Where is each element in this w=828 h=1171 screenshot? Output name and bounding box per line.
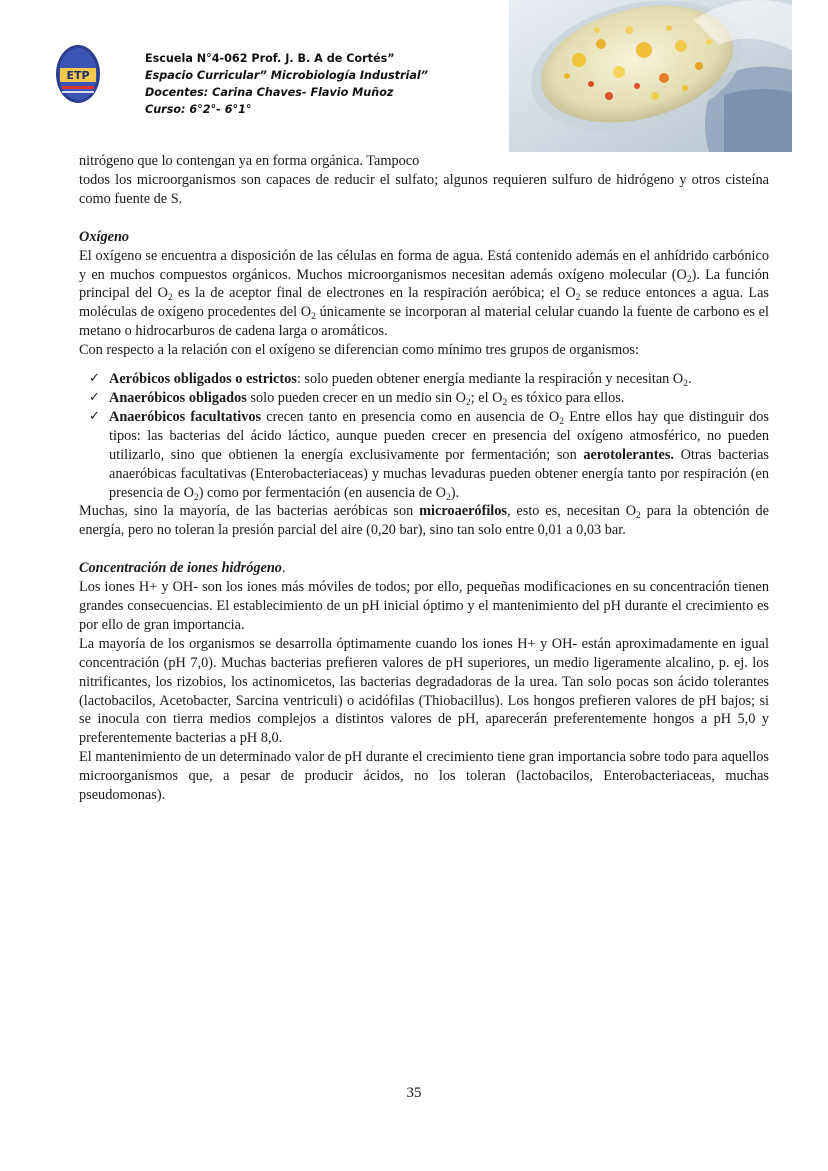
curricular-space: Espacio Curricular” Microbiología Industrial” — [145, 69, 428, 82]
intro-line-2: todos los microorganismos son capaces de reducir el sulfato; algunos requieren sulfuro de hidrógeno y otros cisteína como fuente de S. — [79, 171, 769, 207]
intro-line-1: nitrógeno que lo contengan ya en forma orgánica. Tampoco — [79, 153, 420, 169]
hydrogen-paragraph-1: Los iones H+ y OH- son los iones más móviles de todos; por ello, pequeñas modificaciones en su concentración tienen grandes consecuencias. El establecimiento de un pH inicial óptimo y el mantenimiento del pH durante el crecimiento es por ello de gran importancia. — [79, 579, 769, 633]
list-item: ✓ Anaeróbicos obligados solo pueden crecer en un medio $\sin O_2$; el $O_2$ es tóxico para ellos. — [89, 389, 625, 408]
check-icon: ✓ — [89, 408, 100, 424]
logo-text: ETP — [66, 69, 90, 82]
page-header — [0, 0, 828, 160]
petri-dish-photo — [509, 0, 792, 152]
school-logo — [55, 44, 101, 104]
school-info — [145, 50, 428, 118]
page-number: 35 — [406, 1085, 422, 1101]
teachers: Docentes: Carina Chaves- Flavio Muñoz — [145, 86, 394, 99]
page-content — [79, 152, 769, 805]
oxygen-paragraph-1: El oxígeno se encuentra a disposición de las células en forma de agua. Está contenido además en el anhídrido carbónico y en muchos compuestos orgánicos. Muchos microorganismos necesitan además oxígeno molecular $(O_2)$. La función principal del $O_2$ es la de aceptor final de electrones en la respiración aeróbica; el $O_2$ se reduce entonces a agua. Las moléculas de oxígeno procedentes del $O_2$ únicamente se incorporan al material celular cuando la fuente de carbono es el metano o hidrocarburos de cadena larga o aromáticos. — [79, 247, 769, 340]
hydrogen-heading: Concentración de iones hidrógeno. — [79, 560, 286, 577]
oxygen-paragraph-3: Muchas, sino la mayoría, de las bacterias aeróbicas son microaerófilos, esto es, necesitan $O_2$ para la obtención de energía, pero no toleran la presión parcial del aire (0,20 bar), sino tan solo entre 0,01 a 0,03 bar. — [79, 503, 769, 539]
oxygen-paragraph-2: Con respecto a la relación con el oxígeno se diferencian como mínimo tres grupos de organismos: — [79, 342, 639, 359]
hydrogen-paragraph-2: La mayoría de los organismos se desarrolla óptimamente cuando los iones H+ y OH- están aproximadamente en igual concentración (pH 7,0). Muchas bacterias prefieren valores de pH superiores, un medio ligeramente alcalino, p. ej. los nitrificantes, los rizobios, los actinomicetos, las bacterias degradadoras de la urea. Tan solo pocas son ácido tolerantes (lactobacilos, Acetobacter, Sarcina ventriculi) o acidófilas (Thiobacillus). Los hongos prefieren valores de pH bajos; si se inocula con tierra medios complejos a distintos valores de pH, aparecerán preferentemente hongos a pH 5,0 y preferentemente bacterias a pH 8,0. — [79, 635, 769, 747]
oxygen-groups-list — [79, 370, 769, 502]
check-icon: ✓ — [89, 371, 100, 387]
check-icon: ✓ — [89, 389, 100, 405]
list-item: ✓ Aeróbicos obligados o estrictos: solo pueden obtener energía mediante la respiración y necesitan $O_2$. — [89, 371, 692, 390]
hydrogen-paragraph-3: El mantenimiento de un determinado valor de pH durante el crecimiento tiene gran importancia sobre todo para aquellos microorganismos que, a pesar de producir ácidos, no los toleran (lactobacilos, Enterobacteriaceas, muchas pseudomonas). — [79, 749, 769, 804]
school-name: Escuela N°4-062 Prof. J. B. A de Cortés” — [145, 52, 395, 65]
course: Curso: 6°2°- 6°1° — [145, 103, 252, 116]
list-item: ✓ Anaeróbicos facultativos crecen tanto en presencia como en ausencia de $O_2$ Entre ellos hay que distinguir dos tipos: las bacterias del ácido láctico, aunque pueden crecer en presencia del oxígeno atmosférico, no pueden utilizarlo, sino que obtienen la energía exclusivamente por fermentación; son aerotolerantes. Otras bacterias anaeróbicas facultativas (Enterobacteriaceas) y muchas levaduras pueden obtener energía tanto por respiración (en presencia de $O_2$) como por fermentación (en ausencia de $O_2$). — [89, 408, 769, 503]
oxygen-heading: Oxígeno — [79, 228, 130, 245]
